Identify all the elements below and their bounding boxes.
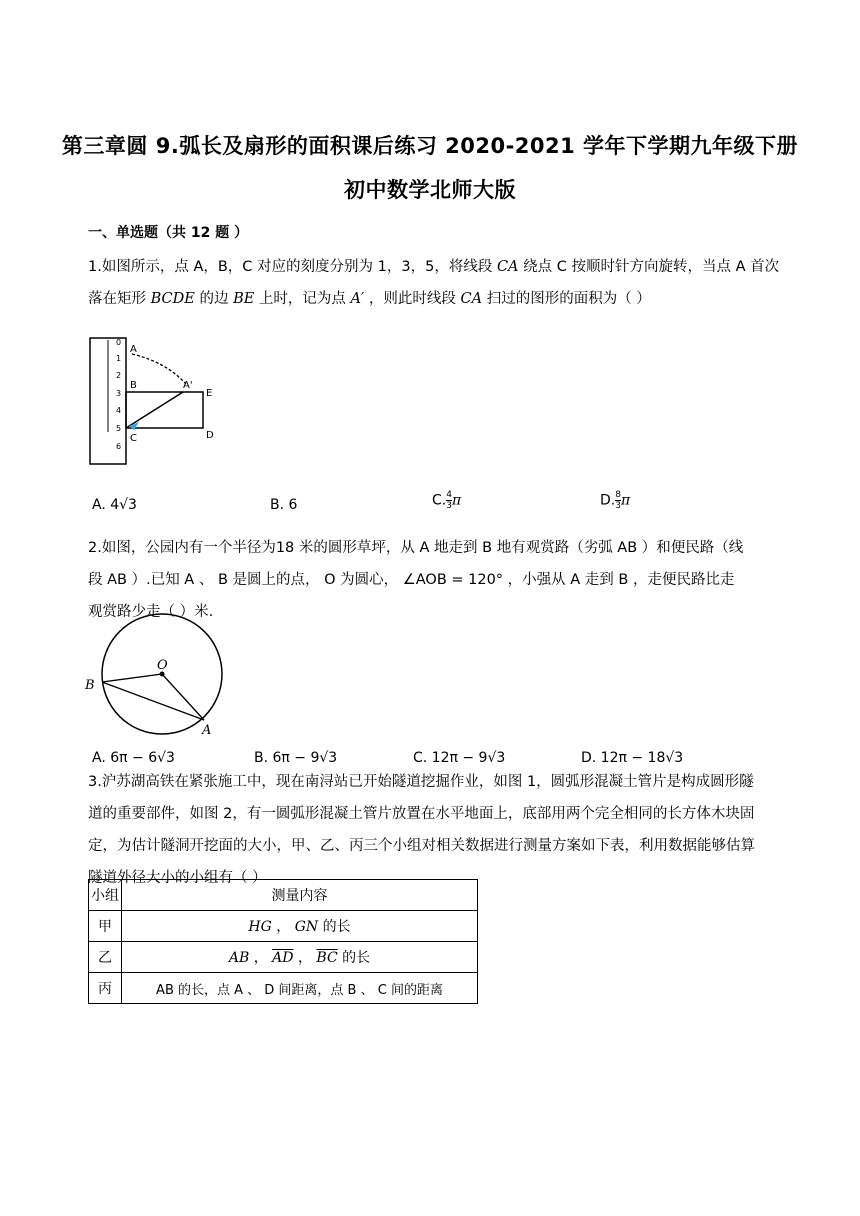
q2-option-c[interactable]: C. 12π − 9√3 [413,750,506,766]
content-cell: HG ， GN 的长 [122,911,478,942]
q2-option-a[interactable]: A. 6π − 6√3 [92,750,175,766]
point-b-label: B [85,678,95,693]
content-cell: AB 的长，点 A 、 D 间距离，点 B 、 C 间的距离 [122,973,478,1004]
q1-figure [86,332,216,472]
q1-option-d[interactable]: D. $\frac{8}{3}$ π [600,490,631,511]
tick-0: 0 [116,338,122,347]
doc-title-line2: 初中数学北师大版 [344,178,516,202]
q3-text: 3.沪苏湖高铁在紧张施工中，现在南浔站已开始隧道挖掘作业，如图 1，圆弧形混凝土管片是构成圆形隧 道的重要部件，如图 2，有一圆弧形混凝土管片放置在水平地面上，底部用两个完全相同的长方体木块固 定，为估计隧洞开挖面的大小，甲、乙、丙三个小组对相关数据进行测量方案如下表，利用数据能够估算 隧道外径大小的小组有（ ） [88,774,755,886]
header-group: 小组 [89,880,122,911]
doc-title-line1: 第三章圆 9.弧长及扇形的面积课后练习 2020-2021 学年下学期九年级下册 [61,134,799,158]
q2-option-d[interactable]: D. 12π − 18√3 [581,750,684,766]
point-c-label: C [130,433,137,444]
point-a-label: A [130,344,137,355]
q1-option-a[interactable]: A. 4√3 [92,497,137,513]
q2-figure [82,610,227,740]
tick-5: 5 [116,424,122,433]
q2-option-b[interactable]: B. 6π − 9√3 [254,750,338,766]
segment-ca-prime [126,392,183,428]
tick-6: 6 [116,442,122,451]
tick-2: 2 [116,371,122,380]
table-row [89,973,478,1004]
group-cell: 乙 [89,942,122,973]
q1-text: 1.如图所示，点 A，B，C 对应的刻度分别为 1，3，5，将线段 CA 绕点 C 按顺时针方向旋转，当点 A 首次 落在矩形 BCDE 的边 BE 上时，记为点 A′ ，则此时线段 CA 扫过的图形的面积为（ ） [88,259,780,307]
table-header-row [89,880,478,911]
tick-1: 1 [116,354,122,363]
tick-3: 3 [116,389,122,398]
table-row [89,911,478,942]
tick-4: 4 [116,406,122,415]
point-aprime-label: A' [183,380,193,391]
table-row [89,942,478,973]
segment-ob [102,674,162,682]
point-o-label: O [157,658,168,673]
measurement-table [88,879,478,1004]
q1-option-b[interactable]: B. 6 [270,497,298,513]
content-cell: AB ， $\overline{AD}$ ， $\overline{BC}$ 的长 [122,942,478,973]
segment-oa [162,674,204,720]
point-a-label: A [202,723,212,738]
group-cell: 甲 [89,911,122,942]
point-e-label: E [206,388,213,399]
section-heading: 一、单选题（共 12 题 ） [88,225,249,241]
q1-option-c[interactable]: C. $\frac{4}{3}$ π [432,490,462,511]
group-cell: 丙 [89,973,122,1004]
header-content: 测量内容 [122,880,478,911]
rotation-arc [132,354,186,384]
point-d-label: D [206,430,214,441]
point-b-label: B [130,380,137,391]
q2-text: 2.如图，公园内有一个半径为18 米的圆形草坪，从 A 地走到 B 地有观赏路（劣弧 AB ）和便民路（线 段 AB ）.已知 A 、 B 是圆上的点， O 为圆心， ∠AOB = 120° ，小强从 A 走到 B ，走便民路比走 观赏路少走（ ）米. [88,540,744,620]
